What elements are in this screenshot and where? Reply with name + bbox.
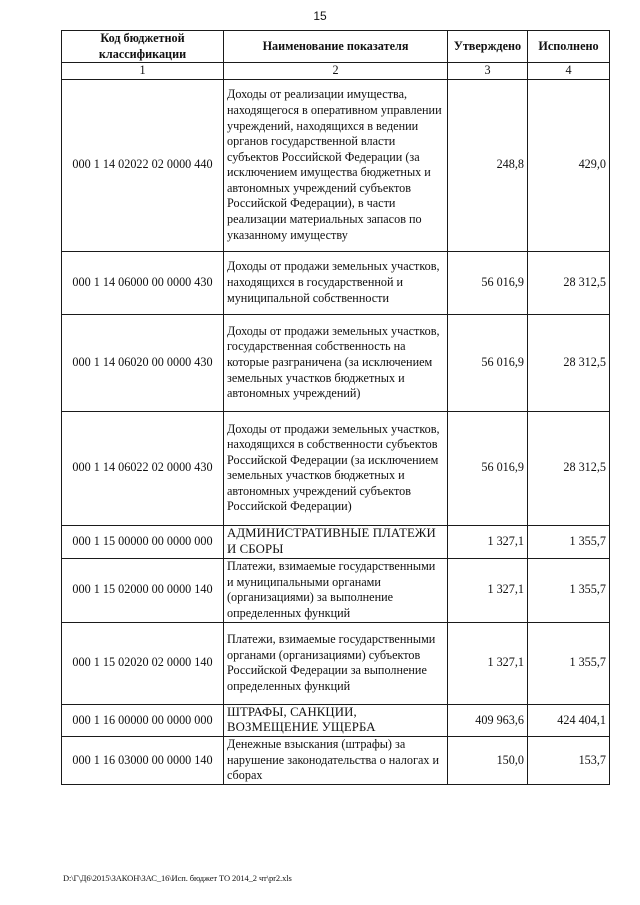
row-code: 000 1 16 03000 00 0000 140	[62, 736, 224, 784]
table-header-row	[62, 31, 610, 63]
row-executed: 1 355,7	[528, 525, 610, 558]
row-executed: 1 355,7	[528, 558, 610, 622]
row-code: 000 1 15 02020 02 0000 140	[62, 622, 224, 704]
row-code: 000 1 14 06022 02 0000 430	[62, 411, 224, 525]
row-approved: 409 963,6	[448, 704, 528, 736]
column-number: 4	[528, 63, 610, 80]
table-row	[62, 79, 610, 251]
row-name: ШТРАФЫ, САНКЦИИ, ВОЗМЕЩЕНИЕ УЩЕРБА	[224, 704, 448, 736]
row-name: Денежные взыскания (штрафы) за нарушение законодательства о налогах и сборах	[224, 736, 448, 784]
row-code: 000 1 14 02022 02 0000 440	[62, 79, 224, 251]
header-code: Код бюджетной классификации	[62, 31, 224, 63]
row-code: 000 1 16 00000 00 0000 000	[62, 704, 224, 736]
footer-file-path: D:\Г\Д6\2015\ЗАКОН\ЗАС_16\Исп. бюджет ТО 2014_2 чт\pr2.xls	[63, 873, 292, 883]
table-row	[62, 704, 610, 736]
row-executed: 1 355,7	[528, 622, 610, 704]
row-name: Платежи, взимаемые государственными и муниципальными органами (организациями) за выполнение определенных функций	[224, 558, 448, 622]
row-approved: 150,0	[448, 736, 528, 784]
row-executed: 28 312,5	[528, 411, 610, 525]
table-row	[62, 525, 610, 558]
budget-table	[61, 30, 610, 785]
table-row	[62, 314, 610, 411]
column-number-row	[62, 63, 610, 80]
table-row	[62, 622, 610, 704]
row-executed: 153,7	[528, 736, 610, 784]
row-approved: 1 327,1	[448, 558, 528, 622]
table-row	[62, 558, 610, 622]
header-approved: Утверждено	[448, 31, 528, 63]
row-approved: 248,8	[448, 79, 528, 251]
header-executed: Исполнено	[528, 31, 610, 63]
row-name: Доходы от продажи земельных участков, находящихся в государственной и муниципальной собственности	[224, 251, 448, 314]
row-name: Платежи, взимаемые государственными органами (организациями) субъектов Российской Федерации за выполнение определенных функций	[224, 622, 448, 704]
row-code: 000 1 14 06020 00 0000 430	[62, 314, 224, 411]
row-name: Доходы от продажи земельных участков, государственная собственность на которые разграничена (за исключением земельных участков бюджетных и автономных учреждений)	[224, 314, 448, 411]
row-executed: 28 312,5	[528, 251, 610, 314]
column-number: 1	[62, 63, 224, 80]
table-row	[62, 736, 610, 784]
row-name: АДМИНИСТРАТИВНЫЕ ПЛАТЕЖИ И СБОРЫ	[224, 525, 448, 558]
table-row	[62, 251, 610, 314]
row-approved: 1 327,1	[448, 525, 528, 558]
row-approved: 56 016,9	[448, 314, 528, 411]
table-row	[62, 411, 610, 525]
row-approved: 1 327,1	[448, 622, 528, 704]
row-code: 000 1 15 02000 00 0000 140	[62, 558, 224, 622]
page-number: 15	[313, 9, 327, 23]
column-number: 3	[448, 63, 528, 80]
row-executed: 424 404,1	[528, 704, 610, 736]
row-code: 000 1 15 00000 00 0000 000	[62, 525, 224, 558]
row-name: Доходы от реализации имущества, находящегося в оперативном управлении учреждений, находящихся в ведении органов государственной власти субъектов Российской Федерации (за исключением имущества бюджетных и автономных учреждений субъектов Российской Федерации), в части реализации материальных запасов по указанному имуществу	[224, 79, 448, 251]
row-executed: 28 312,5	[528, 314, 610, 411]
row-executed: 429,0	[528, 79, 610, 251]
row-approved: 56 016,9	[448, 251, 528, 314]
row-approved: 56 016,9	[448, 411, 528, 525]
column-number: 2	[224, 63, 448, 80]
row-name: Доходы от продажи земельных участков, находящихся в собственности субъектов Российской Федерации (за исключением земельных участков бюджетных и автономных учреждений субъектов Российской Федерации)	[224, 411, 448, 525]
row-code: 000 1 14 06000 00 0000 430	[62, 251, 224, 314]
header-name: Наименование показателя	[224, 31, 448, 63]
